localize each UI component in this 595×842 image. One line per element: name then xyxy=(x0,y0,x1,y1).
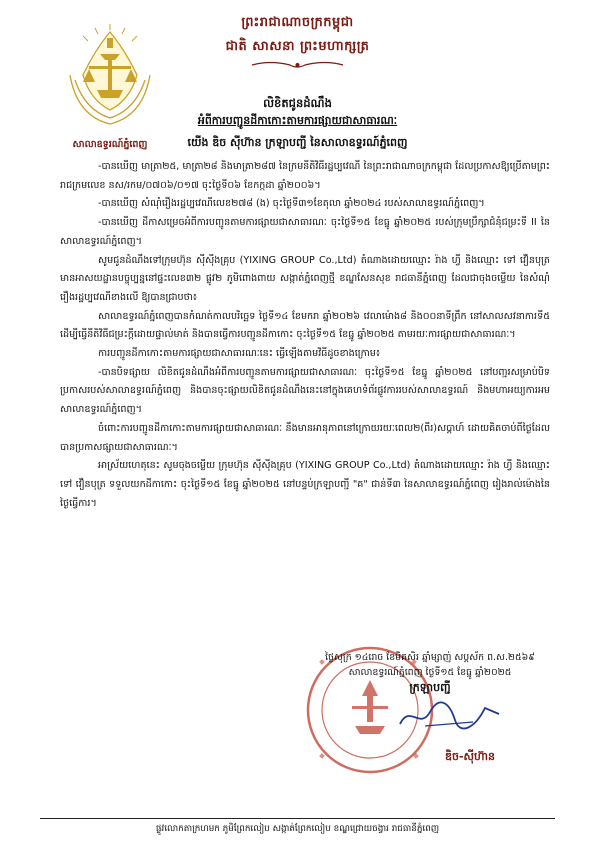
issuer-line: យើង ឌិច ស៊ីហ៊ាន ក្រឡាបញ្ជី នៃសាលាឧទ្ធរណ៍ភ្នំពេញ xyxy=(187,136,408,149)
lunar-date: ថ្ងៃសុក្រ ១៤រោច ខែមិគសិរ ឆ្នាំម្សាញ់ សប្តស័ក ព.ស.២៥៦៩ xyxy=(325,652,535,663)
document-type-title: លិខិតជូនដំណឹង xyxy=(263,96,332,110)
paragraph-method-intro: ការបញ្ជូនដីកាកោះតាមការផ្សាយជាសាធារណៈនេះ ធ្វើឡើងតាមវិធីដូចខាងក្រោម៖ xyxy=(98,348,381,360)
paragraph-case-file: -បានឃើញ សំណុំរឿងរដ្ឋប្បវេណីលេខ២៧៨ (ង) ចុះថ្ងៃទី៣១ខែតុលា ឆ្នាំ២០២៤ របស់សាលាឧទ្ធរណ៍ភ្នំពេញ។ xyxy=(98,198,485,210)
document-body xyxy=(60,158,550,513)
ornament-divider-icon xyxy=(250,60,345,70)
paragraph-notification: សូមជូនដំណឹងទៅក្រុមហ៊ុន ស៊ីស៊ីងគ្រុប (YIXING GROUP Co.,Ltd) តំណាងដោយឈ្មោះ រ៉ាង ហ្វី និងឈ្មោះ ទៅ វឿនបុត្រ មានអាសយដ្ឋានបច្ចុប្បន្ននៅផ្ទះលេខ៣២ ផ្លូវ២ ភូមិពោងពាយ សង្កាត់ភ្នំពេញថ្មី ខណ្ឌសែនសុខ រាជធានីភ្នំពេញ ដែលជាចុងចម្លើយ នៃសំណុំរឿងរដ្ឋប្បវេណីខាងលើ ឱ្យបានជ្រាបថា៖ xyxy=(60,254,550,303)
footer-divider xyxy=(40,818,555,819)
national-motto: ជាតិ សាសនា ព្រះមហាក្សត្រ xyxy=(225,39,370,54)
handwritten-signature xyxy=(395,700,505,732)
signer-name: ឌិច-ស៊ីហ៊ាន xyxy=(445,750,495,763)
kingdom-heading: ព្រះរាជាណាចក្រកម្ពុជា xyxy=(241,15,354,30)
paragraph-posting: -បានបិទផ្សាយ លិខិតជូនដំណឹងអំពីការបញ្ជូនតាមការផ្សាយជាសាធារណៈ ចុះថ្ងៃទី១៥ ខែធ្នូ ឆ្នាំ២០២៥ នៅបញ្ជរសម្រាប់បិទប្រកាសរបស់សាលាឧទ្ធរណ៍ភ្នំពេញ និងបានចុះផ្សាយលិខិតជូនដំណឹងនេះនៅក្នុងគេហទំព័រផ្លូវការរបស់សាលាឧទ្ធរណ៍ និងមហាអយ្យការអមសាលាឧទ្ធរណ៍ភ្នំពេញ។ xyxy=(60,366,550,416)
signer-role: ក្រឡាបញ្ជី xyxy=(409,681,451,694)
paragraph-decision: -បានឃើញ ដីកាសម្រេចអំពីការបញ្ជូនតាមការផ្សាយជាសាធារណៈ ចុះថ្ងៃទី១៥ ខែធ្នូ ឆ្នាំ២០២៥ របស់ក្រុមប្រឹក្សាជំនុំជម្រះទី II នៃសាលាឧទ្ធរណ៍ភ្នំពេញ។ xyxy=(60,217,550,247)
paragraph-effect: ចំពោះការបញ្ជូនដីកាកោះតាមការផ្សាយជាសាធារណៈ នឹងមានអានុភាពនៅក្រោយរយៈពេល២(ពីរ)សប្តាហ៍ ដោយគិតចាប់ពីថ្ងៃដែលបានប្រកាសផ្សាយជាសាធារណៈ។ xyxy=(60,422,550,453)
solar-date: សាលាឧទ្ធរណ៍ភ្នំពេញ ថ្ងៃទី១៥ ខែធ្នូ ឆ្នាំ២០២៥ xyxy=(348,667,512,678)
paragraph-legal-basis: -បានឃើញ មាត្រា២៥, មាត្រា២៨ និងមាត្រា២៨៧ នៃក្រមនីតិវិធីរដ្ឋប្បវេណី នៃព្រះរាជាណាចក្រកម្ពុជា ដែលប្រកាសឱ្យប្រើតាមព្រះរាជក្រមលេខ នស/រកម/០៧០៦/០១៧ ចុះថ្ងៃទី០៦ ខែកក្កដា ឆ្នាំ២០០៦។ xyxy=(60,161,550,191)
footer-address: ផ្លូវលោកតាក្រហមក ភូមិព្រែកលៀប សង្កាត់ព្រែកលៀប ខណ្ឌជ្រោយចង្វារ រាជធានីភ្នំពេញ xyxy=(155,824,440,834)
court-name-label: សាលាឧទ្ធរណ៍ភ្នំពេញ xyxy=(72,139,148,150)
document-subject: អំពីការបញ្ជូនដីកាកោះតាមការផ្សាយជាសាធារណៈ xyxy=(197,114,398,127)
paragraph-conclusion: អាស្រ័យហេតុនេះ សូមចុងចម្លើយ ក្រុមហ៊ុន ស៊ីស៊ីងគ្រុប (YIXING GROUP Co.,Ltd) តំណាងដោយឈ្មោះ រ៉ាង ហ្វី និងឈ្មោះ ទៅ វឿនបុត្រ ទទួលយកដីកាកោះ ចុះថ្ងៃទី១៥ ខែធ្នូ ឆ្នាំ២០២៥ នៅបន្ទប់ក្រឡាបញ្ជី "គ" ជាន់ទី៣ នៃសាលាឧទ្ធរណ៍ភ្នំពេញ រៀងរាល់ម៉ោងនៃថ្ងៃធ្វើការ។ xyxy=(60,460,550,509)
date-block xyxy=(300,650,560,695)
paragraph-hearing-date: សាលាឧទ្ធរណ៍ភ្នំពេញបានកំណត់កាលបរិច្ឆេទ ថ្ងៃទី១៤ ខែមករា ឆ្នាំ២០២៦ វេលាម៉ោង៨ និង០០នាទីព្រឹក នៅសាលសវនាការទី៥ ដើម្បីធ្វើនីតិវិធីជម្រះក្តីដោយផ្ទាល់មាត់ និងបានធ្វើការបញ្ជូនដីកាកោះ ចុះថ្ងៃទី១៥ ខែធ្នូ ឆ្នាំ២០២៥ តាមរយៈការផ្សាយជាសាធារណៈ។ xyxy=(60,310,550,341)
